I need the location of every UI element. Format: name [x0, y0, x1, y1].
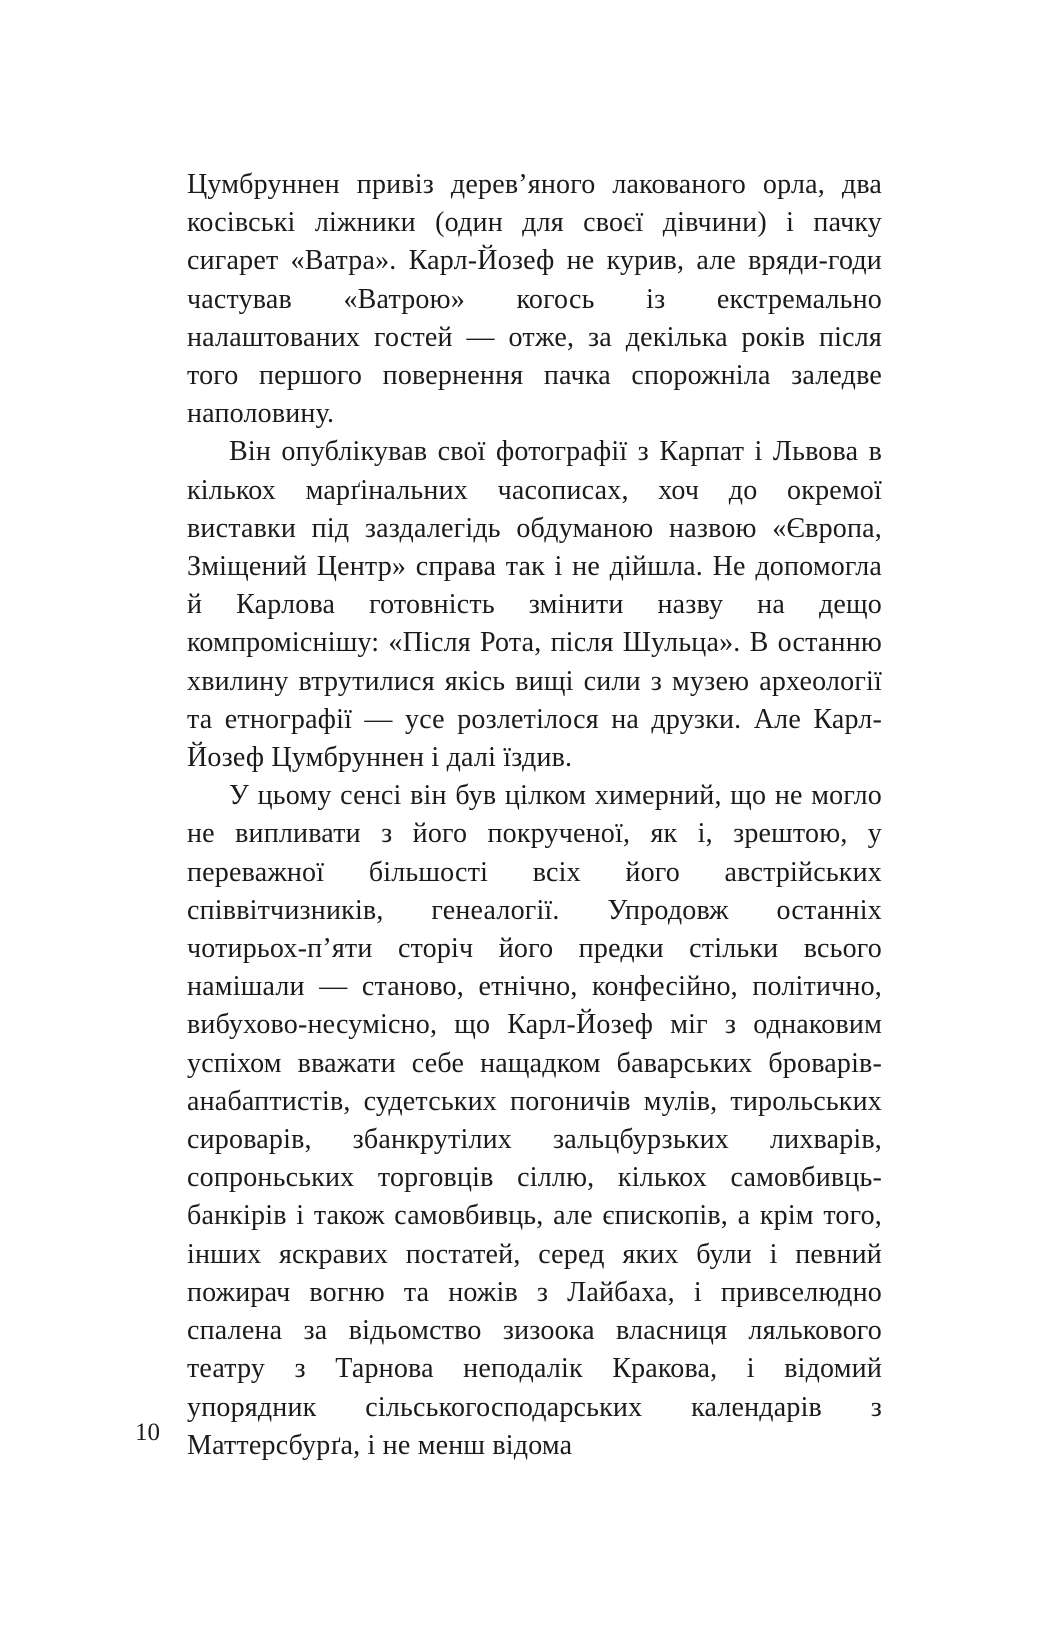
paragraph: Він опублікував свої фотографії з Карпат і Львова в кількох марґінальних часописах, хоч до окремої виставки під заздалегідь обдуманою назвою «Європа, Зміщений Центр» справа так і не дійшла. Не допомогла й Карлова готовність змінити назву на дещо компроміснішу: «Після Рота, після Шульца». В останню хвилину втрутилися якісь вищі сили з музею археології та етнографії — усе розлетілося на друзки. Але Карл-Йозеф Цумбруннен і далі їздив.	[187, 436, 882, 774]
text-block	[187, 166, 882, 1465]
paragraph-continuation: Цумбруннен привіз дерев’яного лакованого орла, два косівські ліжники (один для своєї дівчини) і пачку сигарет «Ватра». Карл-Йозеф не курив, але вряди-годи частував «Ватрою» когось із екстремально налаштованих гостей — отже, за декілька років після того першого повернення пачка спорожніла заледве наполовину.	[187, 169, 882, 430]
paragraph: У цьому сенсі він був цілком химерний, що не могло не випливати з його покрученої, як і, зрештою, у переважної більшості всіх його австрійських співвітчизників, генеалогії. Упродовж останніх чотирьох-п’яти сторіч його предки стільки всього намішали — станово, етнічно, конфесійно, політично, вибухово-несумісно, що Карл-Йозеф міг з однаковим успіхом вважати себе нащадком баварських броварів-анабаптистів, судетських погоничів мулів, тирольських сироварів, збанкрутілих зальцбурзьких лихварів, сопроньських торговців сіллю, кількох самовбивць-банкірів і також самовбивць, але єпископів, а крім того, інших яскравих постатей, серед яких були і певний пожирач вогню та ножів з Лайбаха, і привселюдно спалена за відьомство зизоока власниця лялькового театру з Тарнова неподалік Кракова, і відомий упорядник сільськогосподарських календарів з Маттерсбурґа, і не менш відома	[187, 780, 882, 1461]
page-number: 10	[135, 1419, 160, 1446]
